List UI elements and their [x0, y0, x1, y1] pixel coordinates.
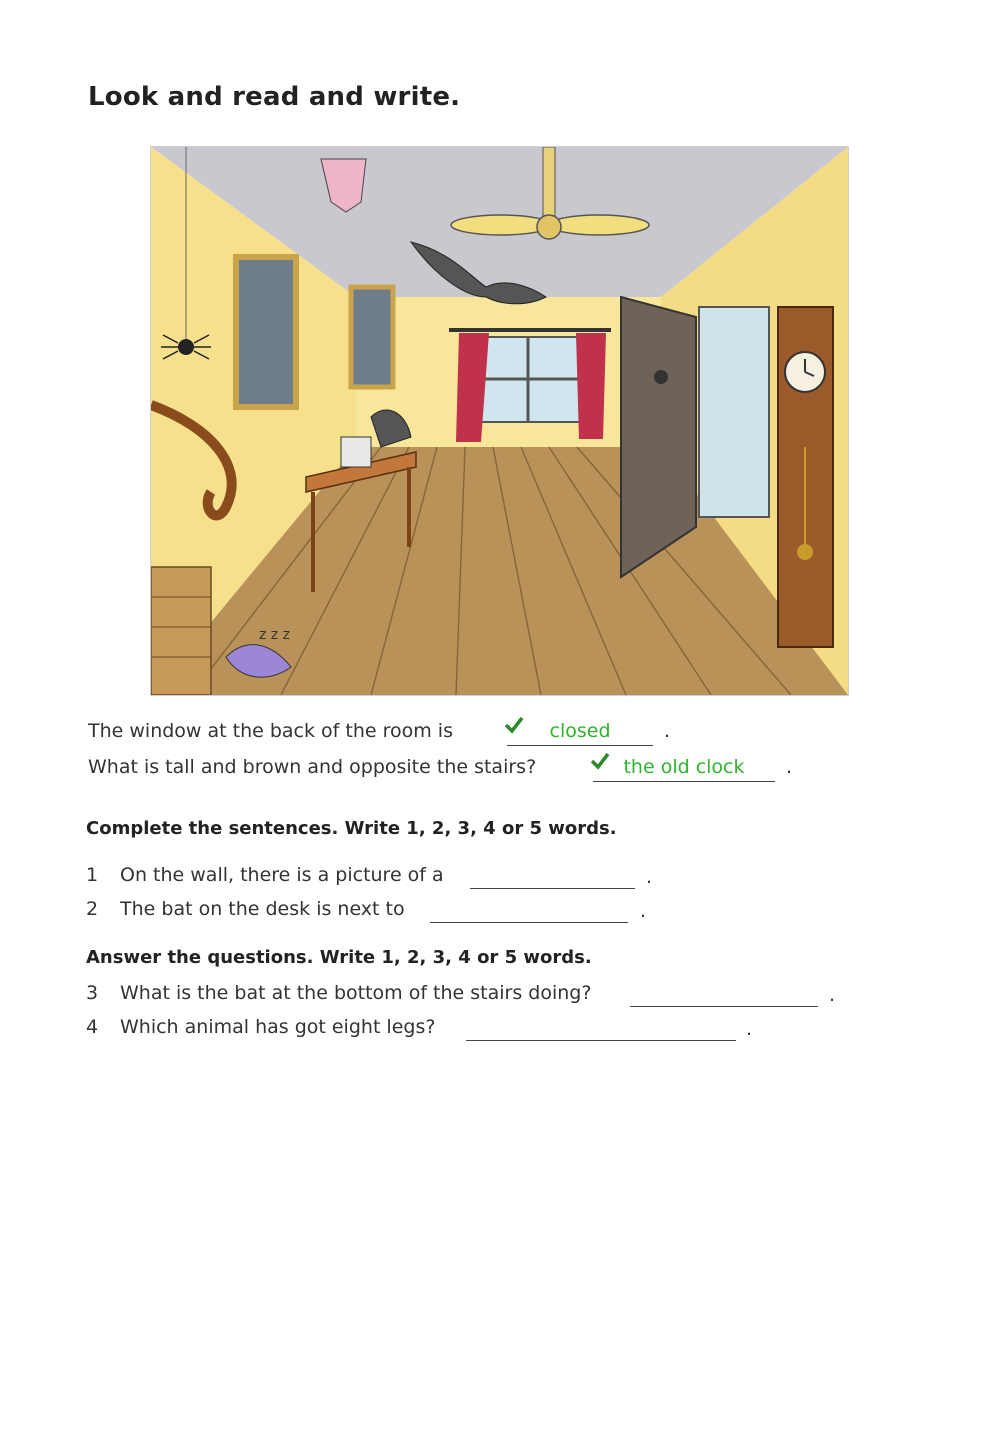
example-1-question: The window at the back of the room is [88, 720, 453, 742]
picture-portrait [351, 287, 393, 387]
item-2-answer-field[interactable] [430, 898, 628, 923]
section-2-heading: Answer the questions. Write 1, 2, 3, 4 or 5 words. [86, 947, 592, 968]
example-2-answer: the old clock [623, 756, 745, 778]
item-1-period: . [646, 866, 653, 888]
item-2-period: . [640, 900, 647, 922]
section-1-heading: Complete the sentences. Write 1, 2, 3, 4 or 5 words. [86, 818, 617, 839]
example-1-answer: closed [549, 720, 611, 742]
item-1-answer-field[interactable] [470, 864, 635, 889]
ceiling-fan [537, 215, 561, 239]
item-1-question: On the wall, there is a picture of a [120, 864, 444, 886]
item-4-question: Which animal has got eight legs? [120, 1016, 436, 1038]
spider [178, 339, 194, 355]
item-number: 4 [86, 1016, 99, 1038]
item-3-answer-field[interactable] [630, 982, 818, 1007]
item-4-answer-field[interactable] [466, 1016, 736, 1041]
example-1-period: . [664, 720, 671, 742]
haunted-hallway-illustration [150, 146, 849, 696]
item-3-question: What is the bat at the bottom of the stairs doing? [120, 982, 592, 1004]
example-2-period: . [786, 756, 793, 778]
item-number: 1 [86, 864, 99, 886]
right-curtain [576, 333, 606, 439]
svg-text:z z z: z z z [259, 627, 290, 643]
stairs [151, 567, 211, 695]
item-3-period: . [829, 984, 836, 1006]
hallway-scene-image [151, 147, 848, 695]
item-2-question: The bat on the desk is next to [120, 898, 405, 920]
open-door [621, 297, 696, 577]
doorway [699, 307, 769, 517]
item-4-period: . [746, 1018, 753, 1040]
picture-horse-rider [236, 257, 296, 407]
page-title: Look and read and write. [88, 82, 461, 112]
item-number: 3 [86, 982, 99, 1004]
telephone [341, 437, 371, 467]
example-2-question: What is tall and brown and opposite the stairs? [88, 756, 537, 778]
item-number: 2 [86, 898, 99, 920]
